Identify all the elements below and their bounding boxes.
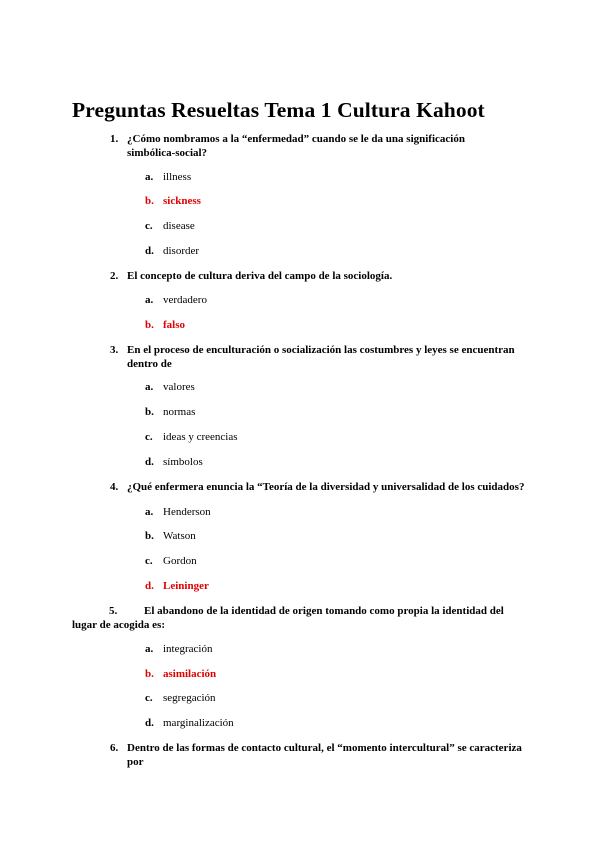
question-text: ¿Cómo nombramos a la “enfermedad” cuando se le da una significación simbólica-social? (127, 133, 465, 159)
option-letter: d. (145, 717, 154, 729)
question-number: 5. (109, 605, 118, 617)
option-letter: a. (145, 171, 154, 183)
option-letter: b. (145, 668, 154, 680)
option-letter: b. (145, 319, 154, 331)
option-text: segregación (163, 692, 216, 704)
question-number: 4. (110, 481, 119, 493)
option-text: Gordon (163, 555, 197, 567)
question-text: ¿Qué enfermera enuncia la “Teoría de la diversidad y universalidad de los cuidados? (127, 481, 525, 493)
question-text: El concepto de cultura deriva del campo de la sociología. (127, 270, 393, 282)
question-text: El abandono de la identidad de origen tomando como propia la identidad del lugar de acogida es: (72, 605, 504, 631)
option-text: Watson (163, 530, 196, 542)
question-number: 1. (110, 133, 119, 145)
option-letter: a. (145, 506, 154, 518)
option-text: verdadero (163, 294, 207, 306)
option-letter: b. (145, 195, 154, 207)
option-text: normas (163, 406, 196, 418)
option-letter: b. (145, 530, 154, 542)
option-text: integración (163, 643, 213, 655)
option-text: símbolos (163, 456, 203, 468)
question-number: 6. (110, 742, 119, 754)
option-letter: a. (145, 381, 154, 393)
question-text: En el proceso de enculturación o socialización las costumbres y leyes se encuentran dentro de (127, 344, 515, 370)
document-title: Preguntas Resueltas Tema 1 Cultura Kahoot (72, 98, 485, 122)
option-text: falso (163, 319, 185, 331)
option-letter: c. (145, 555, 153, 567)
option-text: illness (163, 171, 192, 183)
option-letter: a. (145, 294, 154, 306)
option-letter: c. (145, 431, 153, 443)
option-letter: c. (145, 220, 153, 232)
question-number: 3. (110, 344, 119, 356)
question-text: Dentro de las formas de contacto cultural, el “momento intercultural” se caracteriza por (127, 742, 522, 768)
option-letter: d. (145, 245, 154, 257)
option-text: Leininger (163, 580, 209, 592)
option-text: valores (163, 381, 195, 393)
option-text: Henderson (163, 506, 211, 518)
option-text: disorder (163, 245, 200, 257)
option-text: ideas y creencias (163, 431, 238, 443)
question-number: 2. (110, 270, 119, 282)
option-letter: c. (145, 692, 153, 704)
option-letter: a. (145, 643, 154, 655)
option-text: asimilación (163, 668, 217, 680)
option-letter: d. (145, 456, 154, 468)
option-text: marginalización (163, 717, 234, 729)
option-letter: b. (145, 406, 154, 418)
option-text: disease (163, 220, 195, 232)
option-letter: d. (145, 580, 154, 592)
option-text: sickness (163, 195, 201, 207)
